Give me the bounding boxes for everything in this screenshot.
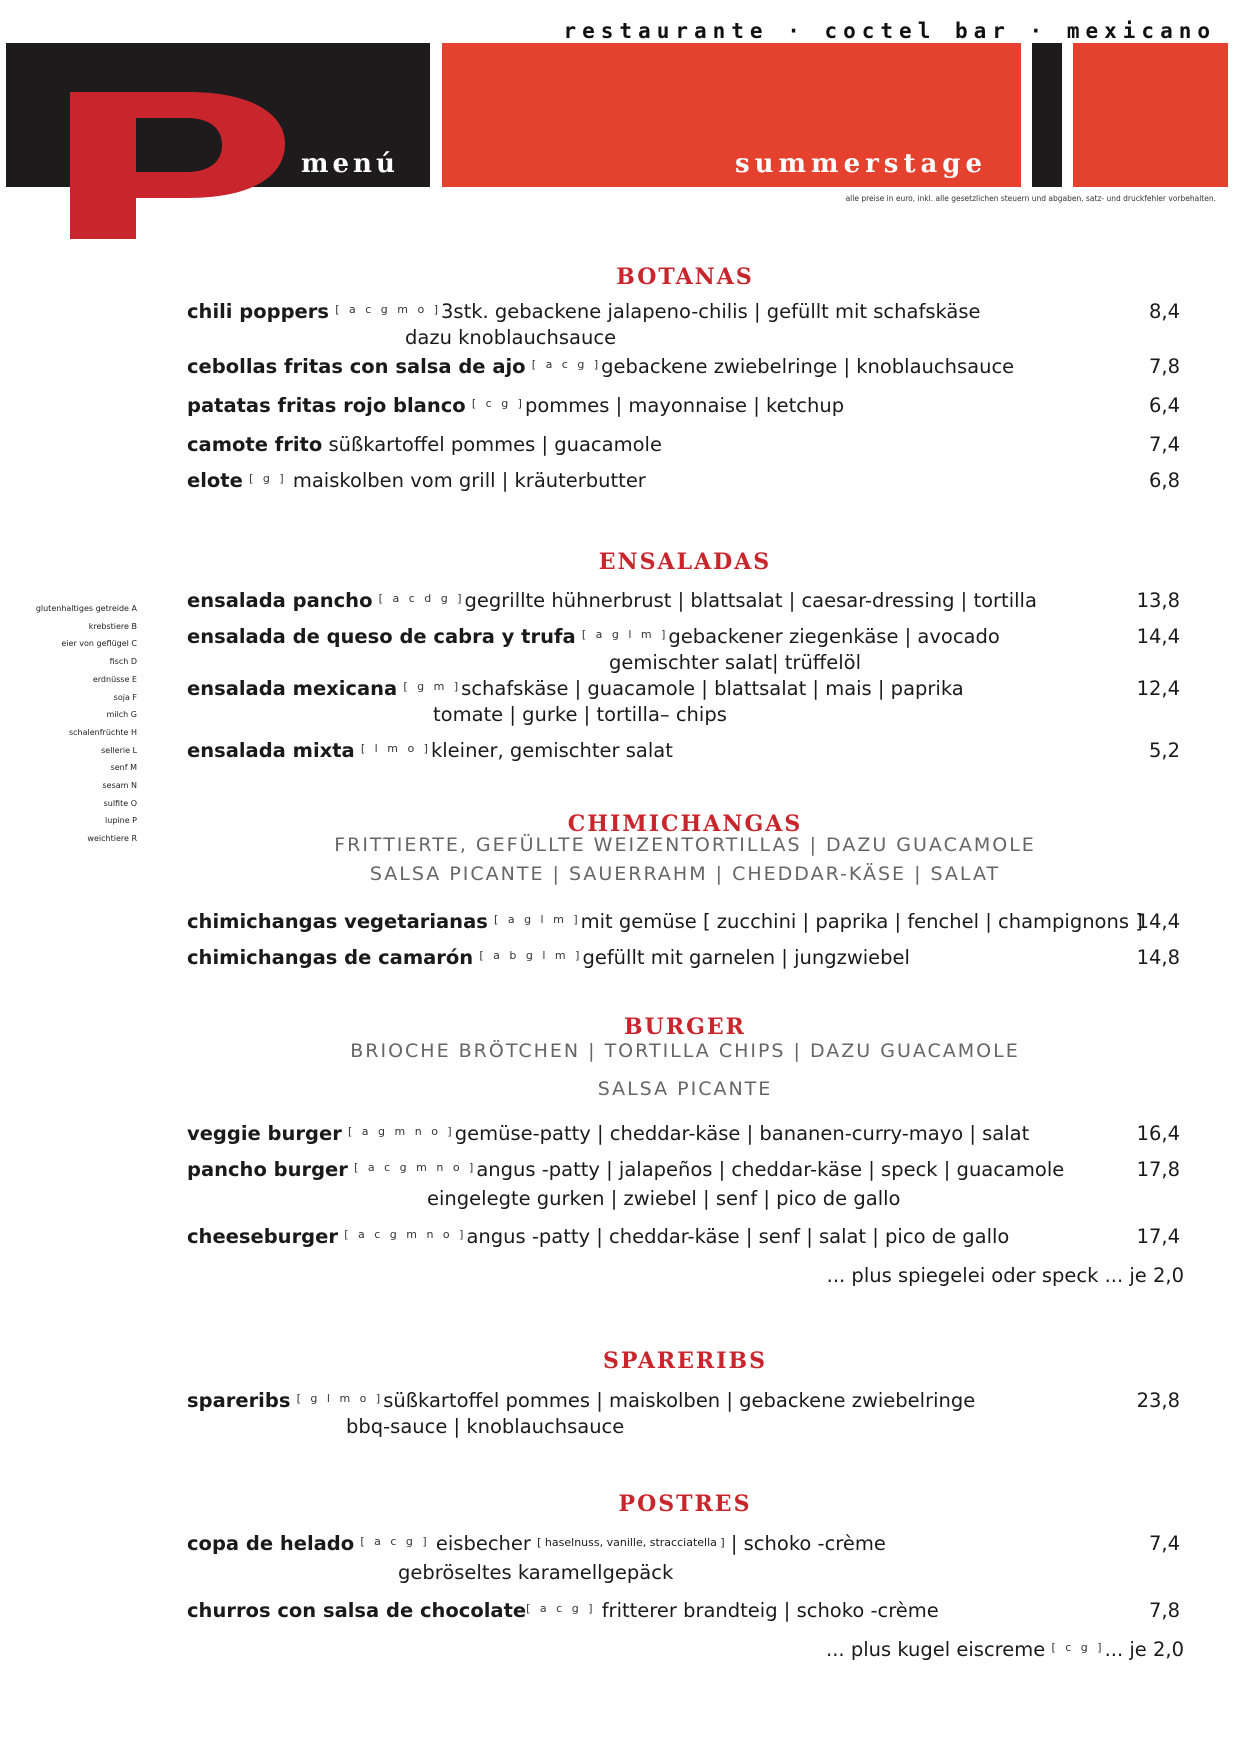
allergen-tag: [ a c g m n o ] [344,1228,467,1241]
allergen-tag: [ g l m o ] [296,1392,384,1405]
menu-item [187,676,1187,702]
menu-item [187,945,1187,971]
section-title-chimichangas: CHIMICHANGAS [567,811,803,837]
menu-item [187,738,1187,764]
menu-item [187,432,1187,458]
item-price: 7,8 [1148,355,1180,378]
item-name: copa de helado [187,1532,355,1555]
menu-item [187,624,1187,650]
allergen-tag: [ a g m n o ] [348,1125,455,1138]
menu-item [187,354,1187,380]
item-name: ensalada pancho [187,589,373,612]
item-price: 23,8 [1136,1389,1180,1412]
allergen-tag: [ a c g ] [531,358,602,371]
allergen-tag: [ a c g m n o ] [354,1161,477,1174]
item-name: ensalada mixta [187,739,355,762]
item-desc: mit gemüse [ zucchini | paprika | fenchel | champignons ] [580,910,1143,933]
legend-item: fisch D [109,657,137,667]
allergen-tag: [ a c g m o ] [335,303,441,316]
item-price: 17,4 [1136,1225,1180,1248]
menu-word: menú [301,149,399,179]
item-price: 14,4 [1136,625,1180,648]
item-name: spareribs [187,1389,291,1412]
menu-item [187,299,1187,325]
legend-item: weichtiere R [87,834,137,844]
section-title-postres: POSTRES [618,1491,752,1517]
item-desc: kleiner, gemischter salat [430,739,673,762]
item-desc: gemüse-patty | cheddar-käse | bananen-curry-mayo | salat [454,1122,1030,1145]
allergen-tag: [ a c d g ] [378,592,465,605]
item-desc: angus -patty | jalapeños | cheddar-käse | speck | guacamole [476,1158,1065,1181]
allergen-tag: [ a g l m ] [494,913,581,926]
section-title-ensaladas: ENSALADAS [598,549,772,575]
item-desc: | schoko -crème [730,1532,886,1555]
item-price: 7,4 [1148,433,1180,456]
item-desc-cont: gebröseltes karamellgepäck [398,1561,674,1584]
menu-item [187,1157,1187,1183]
legend-item: lupine P [105,816,137,826]
item-name: cheeseburger [187,1225,338,1248]
item-name: elote [187,469,243,492]
section-title-spareribs: SPARERIBS [602,1348,767,1374]
section-title-botanas: BOTANAS [616,264,754,290]
legend-item: sellerie L [101,745,137,755]
header-red-square [1073,43,1228,187]
item-desc: süßkartoffel pommes | guacamole [328,433,662,456]
price-disclaimer: alle preise in euro, inkl. alle gesetzlichen steuern und abgaben. satz- und druckfehler vorbehalten. [845,194,1216,203]
item-desc: maiskolben vom grill | kräuterbutter [292,469,646,492]
item-name: chimichangas de camarón [187,946,474,969]
item-price: 7,8 [1148,1599,1180,1622]
item-desc-cont: bbq-sauce | knoblauchsauce [346,1415,625,1438]
section-title-burger: BURGER [624,1014,746,1040]
legend-item: schalenfrüchte H [68,727,137,737]
header-black-bar [1032,43,1062,187]
item-desc: schafskäse | guacamole | blattsalat | mais | paprika [461,677,964,700]
item-desc: pommes | mayonnaise | ketchup [524,394,845,417]
item-name: ensalada mexicana [187,677,398,700]
item-desc: gebackener ziegenkäse | avocado [668,625,1000,648]
legend-item: sulfite O [103,798,137,808]
item-desc: gegrillte hühnerbrust | blattsalat | caesar-dressing | tortilla [464,589,1037,612]
allergen-tag: [ l m o ] [360,742,431,755]
legend-item: soja F [113,692,137,702]
item-desc-cont: gemischter salat| trüffelöl [609,651,861,674]
section-subtitle: FRITTIERTE, GEFÜLLTE WEIZENTORTILLAS | DAZU GUACAMOLE [334,834,1036,856]
allergen-tag: [ a c g ] [360,1535,430,1548]
extra-text: ... plus kugel eiscreme [826,1638,1046,1661]
legend-item: erdnüsse E [92,674,137,684]
menu-item [187,1531,1187,1557]
allergen-tag: [ a c g ] [526,1602,596,1615]
menu-item [187,468,1187,494]
summerstage-word: summerstage [735,149,988,179]
allergen-tag: [ a g l m ] [581,628,669,641]
item-name: ensalada de queso de cabra y trufa [187,625,576,648]
item-desc: 3stk. gebackene jalapeno-chilis | gefüllt mit schafskäse [441,300,981,323]
menu-item [187,1388,1187,1414]
allergen-tag: [ a b g l m ] [479,949,583,962]
menu-item [187,588,1187,614]
allergen-tag: [ c g ] [471,397,525,410]
item-desc: süßkartoffel pommes | maiskolben | gebackene zwiebelringe [383,1389,976,1412]
menu-item [187,1121,1187,1147]
legend-item: sesam N [102,781,137,791]
legend-item: krebstiere B [88,621,137,631]
item-price: 6,4 [1148,394,1180,417]
menu-item [187,393,1187,419]
burger-extra-note: ... plus spiegelei oder speck ... je 2,0 [826,1264,1184,1287]
tagline: restaurante · coctel bar · mexicano [563,19,1216,43]
item-price: 14,4 [1136,910,1180,933]
item-price: 5,2 [1148,739,1180,762]
allergen-tag: [ g ] [249,472,287,485]
item-desc: gebackene zwiebelringe | knoblauchsauce [601,355,1015,378]
item-desc-cont: eingelegte gurken | zwiebel | senf | pico de gallo [427,1187,901,1210]
item-price: 12,4 [1136,677,1180,700]
item-desc-cont: tomate | gurke | tortilla– chips [433,703,727,726]
item-name: veggie burger [187,1122,342,1145]
item-price: 13,8 [1136,589,1180,612]
allergen-tag: [ g m ] [403,680,462,693]
item-price: 8,4 [1148,300,1180,323]
menu-item [187,1598,1187,1624]
item-desc: gefüllt mit garnelen | jungzwiebel [582,946,910,969]
item-price: 14,8 [1136,946,1180,969]
item-desc: fritterer brandteig | schoko -crème [601,1599,939,1622]
item-desc-small: [ haselnuss, vanille, stracciatella ] [537,1536,725,1549]
item-price: 7,4 [1148,1532,1180,1555]
legend-item: milch G [106,710,137,720]
menu-item [187,909,1187,935]
legend-item: glutenhaltiges getreide A [35,604,137,613]
menu-item [187,1224,1187,1250]
item-name: cebollas fritas con salsa de ajo [187,355,526,378]
item-name: churros con salsa de chocolate [187,1599,527,1622]
item-name: chimichangas vegetarianas [187,910,488,933]
allergen-tag: [ c g ] [1051,1641,1105,1654]
item-name: camote frito [187,433,323,456]
extra-text: ... je 2,0 [1104,1638,1184,1661]
item-name: pancho burger [187,1158,348,1181]
section-subtitle: SALSA PICANTE | SAUERRAHM | CHEDDAR-KÄSE | SALAT [369,863,1001,885]
logo-p-icon [70,92,285,239]
legend-item: eier von geflügel C [61,639,137,649]
item-desc: eisbecher [435,1532,531,1555]
section-subtitle: BRIOCHE BRÖTCHEN | TORTILLA CHIPS | DAZU GUACAMOLE [350,1040,1020,1062]
item-price: 6,8 [1148,469,1180,492]
item-price: 16,4 [1136,1122,1180,1145]
item-price: 17,8 [1136,1158,1180,1181]
item-desc-cont: dazu knoblauchsauce [405,326,617,349]
legend-item: senf M [110,763,137,773]
item-desc: angus -patty | cheddar-käse | senf | salat | pico de gallo [466,1225,1010,1248]
item-name: chili poppers [187,300,330,323]
section-subtitle: SALSA PICANTE [597,1078,773,1100]
postres-extra-note [826,1637,1184,1663]
item-name: patatas fritas rojo blanco [187,394,466,417]
